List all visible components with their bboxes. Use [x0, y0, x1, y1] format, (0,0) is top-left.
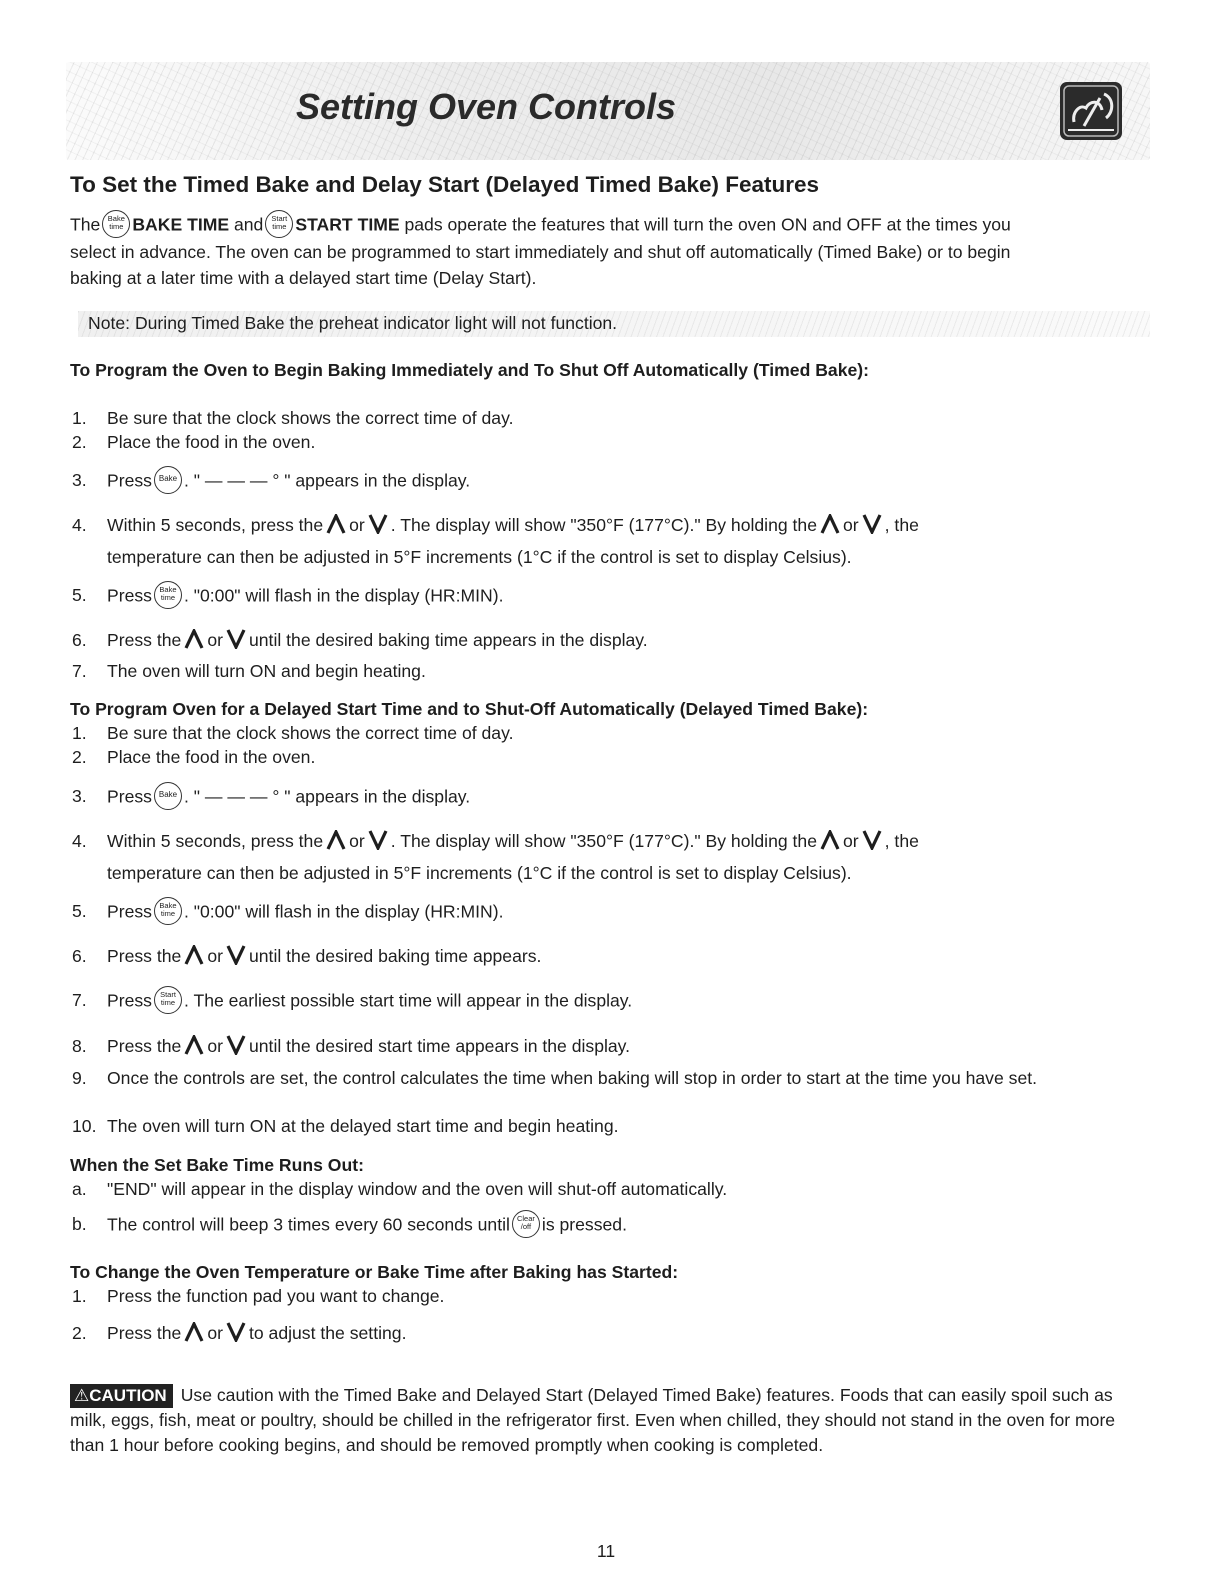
list-item: Press the or to adjust the setting.: [107, 1323, 407, 1343]
bake-time-label: BAKE TIME: [132, 214, 230, 235]
up-arrow-icon: [326, 514, 346, 534]
runs-out-heading: When the Set Bake Time Runs Out:: [70, 1155, 364, 1175]
down-arrow-icon: [226, 1322, 246, 1342]
delayed-bake-heading: To Program Oven for a Delayed Start Time and to Shut-Off Automatically (Delayed Timed Bake):: [70, 699, 869, 719]
note-text: Note: During Timed Bake the preheat indicator light will not function.: [88, 313, 618, 333]
down-arrow-icon: [226, 945, 246, 965]
list-number: 9.: [72, 1068, 87, 1088]
list-item: Place the food in the oven.: [107, 432, 316, 452]
up-arrow-icon: [184, 1035, 204, 1055]
list-number: 1.: [72, 408, 87, 428]
bake-time-pad-icon: Bake time: [102, 210, 130, 238]
intro-line-3: baking at a later time with a delayed start time (Delay Start).: [70, 267, 537, 288]
intro-text: The: [70, 214, 101, 235]
list-number: 2.: [72, 747, 87, 767]
down-arrow-icon: [226, 1035, 246, 1055]
caution-badge: ⚠CAUTION: [70, 1384, 173, 1408]
list-item: Press the or until the desired start time appears in the display.: [107, 1036, 631, 1056]
list-item: Press the function pad you want to change.: [107, 1286, 445, 1306]
list-item: Press the or until the desired baking time appears in the display.: [107, 630, 648, 650]
oven-controls-logo-icon: [1060, 82, 1122, 140]
list-item: Be sure that the clock shows the correct time of day.: [107, 723, 514, 743]
start-time-label: START TIME: [295, 214, 400, 235]
intro-text: and: [233, 214, 264, 235]
down-arrow-icon: [862, 830, 882, 850]
bake-time-pad-icon: Bake time: [154, 897, 182, 925]
list-number: 6.: [72, 630, 87, 650]
list-number: 5.: [72, 585, 87, 605]
list-number: 3.: [72, 470, 87, 490]
warning-icon: ⚠: [74, 1386, 90, 1405]
up-arrow-icon: [820, 514, 840, 534]
section-title: To Set the Timed Bake and Delay Start (Delayed Timed Bake) Features: [70, 172, 820, 197]
down-arrow-icon: [862, 514, 882, 534]
list-item-continued: temperature can then be adjusted in 5°F increments (1°C if the control is set to display Celsius).: [107, 547, 852, 567]
list-item: Be sure that the clock shows the correct time of day.: [107, 408, 514, 428]
list-item: Within 5 seconds, press the or . The display will show "350°F (177°C)." By holding the or , the: [107, 831, 919, 851]
list-number: 5.: [72, 901, 87, 921]
list-item: Press Bake time . "0:00" will flash in the display (HR:MIN).: [107, 899, 504, 927]
list-item: Press the or until the desired baking time appears.: [107, 946, 542, 966]
change-heading: To Change the Oven Temperature or Bake Time after Baking has Started:: [70, 1262, 679, 1282]
list-item: Press Bake time . "0:00" will flash in the display (HR:MIN).: [107, 583, 504, 611]
up-arrow-icon: [184, 629, 204, 649]
list-number: 7.: [72, 990, 87, 1010]
intro-line-2: select in advance. The oven can be programmed to start immediately and shut off automatically (Timed Bake) or to begin: [70, 242, 1011, 262]
page-number: 11: [596, 1541, 616, 1561]
list-item-continued: temperature can then be adjusted in 5°F increments (1°C if the control is set to display Celsius).: [107, 863, 852, 883]
start-time-pad-icon: Start time: [154, 986, 182, 1014]
list-number: 1.: [72, 723, 87, 743]
list-letter: b.: [72, 1214, 87, 1234]
up-arrow-icon: [820, 830, 840, 850]
list-number: 10.: [72, 1116, 97, 1136]
bake-time-pad-icon: Bake time: [154, 581, 182, 609]
timed-bake-heading: To Program the Oven to Begin Baking Immediately and To Shut Off Automatically (Timed Bake):: [70, 360, 869, 380]
clear-off-pad-icon: Clear /off: [512, 1210, 540, 1238]
list-letter: a.: [72, 1179, 87, 1199]
list-number: 7.: [72, 661, 87, 681]
note-box: [78, 311, 1150, 337]
list-item: Once the controls are set, the control calculates the time when baking will stop in order to start at the time you have set.: [107, 1068, 1038, 1088]
bake-pad-icon: Bake: [154, 782, 182, 810]
list-item: Press Start time . The earliest possible start time will appear in the display.: [107, 988, 632, 1016]
intro-text: pads operate the features that will turn the oven ON and OFF at the times you: [404, 214, 1011, 235]
up-arrow-icon: [184, 1322, 204, 1342]
list-number: 4.: [72, 831, 87, 851]
list-item: The oven will turn ON and begin heating.: [107, 661, 426, 681]
list-number: 8.: [72, 1036, 87, 1056]
list-number: 2.: [72, 432, 87, 452]
list-number: 2.: [72, 1323, 87, 1343]
header-banner: [66, 62, 1150, 160]
caution-paragraph: [70, 1383, 1150, 1457]
list-number: 3.: [72, 786, 87, 806]
up-arrow-icon: [326, 830, 346, 850]
down-arrow-icon: [368, 514, 388, 534]
page-title: Setting Oven Controls: [295, 86, 677, 127]
bake-pad-icon: Bake: [154, 466, 182, 494]
list-item: Press Bake . " — — — ° " appears in the display.: [107, 784, 470, 812]
list-item: Place the food in the oven.: [107, 747, 316, 767]
list-item: The oven will turn ON at the delayed start time and begin heating.: [107, 1116, 619, 1136]
list-item: The control will beep 3 times every 60 seconds until Clear /off is pressed.: [107, 1212, 627, 1240]
list-number: 1.: [72, 1286, 87, 1306]
list-item: Within 5 seconds, press the or . The display will show "350°F (177°C)." By holding the or , the: [107, 515, 919, 535]
intro-paragraph: [70, 212, 1150, 291]
list-number: 6.: [72, 946, 87, 966]
down-arrow-icon: [368, 830, 388, 850]
list-number: 4.: [72, 515, 87, 535]
up-arrow-icon: [184, 945, 204, 965]
list-item: "END" will appear in the display window and the oven will shut-off automatically.: [107, 1179, 728, 1199]
start-time-pad-icon: Start time: [265, 210, 293, 238]
caution-text: Use caution with the Timed Bake and Delayed Start (Delayed Timed Bake) features. Foods that can easily spoil such as milk, eggs, fish, meat or poultry, should be chilled in the refrigerator first. Even when chilled, they should not stand in the oven for more than 1 hour before cooking begins, and should be removed promptly when cooking is completed.: [70, 1385, 1116, 1455]
list-item: Press Bake . " — — — ° " appears in the display.: [107, 468, 470, 496]
down-arrow-icon: [226, 629, 246, 649]
